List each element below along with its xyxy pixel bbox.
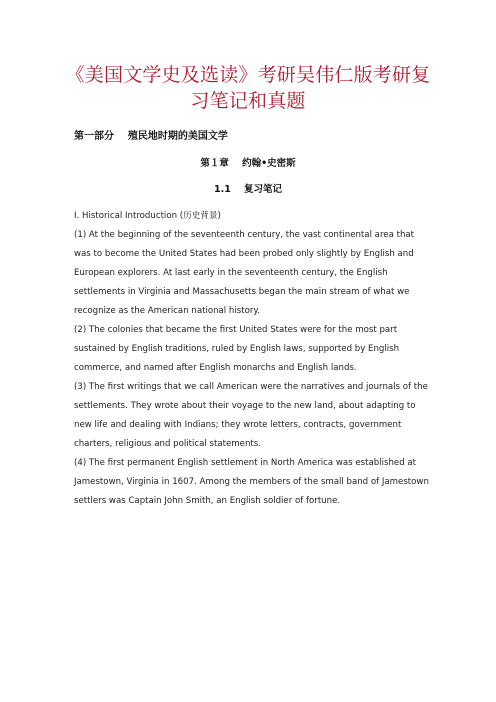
document-title: 《美国文学史及选读》考研吴伟仁版考研复习笔记和真题 (65, 64, 431, 112)
part-heading: 第一部分 殖民地时期的美国文学 (74, 131, 228, 142)
paragraph-1: (1) At the beginning of the seventeenth century, the vast continental area that was to become the United States had been probed only slightly by English and European explorers. At last early in the seventeenth century, the English settlements in Virginia and Massachusetts began the main stream of what we recognize as the American national history. (74, 230, 415, 316)
paragraph-2: (2) The colonies that became the first United States were for the most part sustained by English traditions, ruled by English laws, supported by English commerce, and named after English monarchs and English lands. (74, 325, 400, 373)
paragraph-4: (4) The first permanent English settlement in North America was established at Jamestown, Virginia in 1607. Among the members of the small band of Jamestown settlers was Captain John Smith, an English soldier of fortune. (74, 458, 429, 506)
body-text (74, 207, 432, 511)
section-heading: 1.1 复习笔记 (213, 184, 283, 195)
chapter-heading: 第１章 约翰•史密斯 (200, 158, 296, 169)
paragraph-3: (3) The first writings that we call American were the narratives and journals of the settlements. They wrote about their voyage to the new land, about adapting to new life and dealing with Indians; they wrote letters, contracts, government charters, religious and political statements. (74, 382, 428, 449)
historical-introduction-heading: I. Historical Introduction (历史背景) (74, 211, 221, 221)
